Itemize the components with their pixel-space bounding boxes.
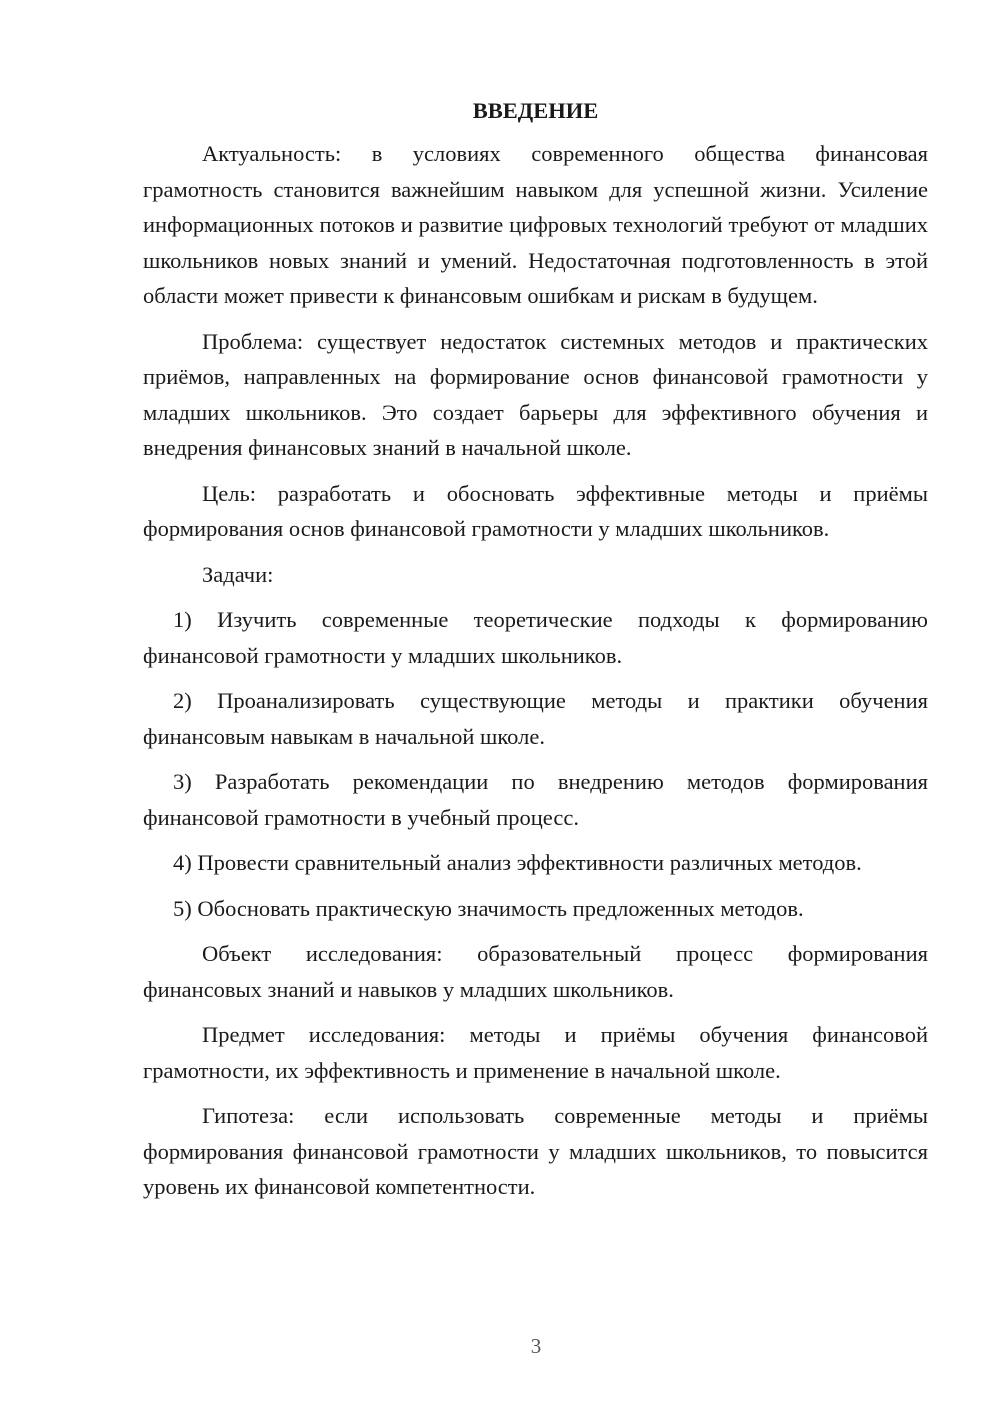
task-item: 1) Изучить современные теоретические подходы к формированию финансовой грамотности у младших школьников.: [143, 607, 928, 668]
page-title: ВВЕДЕНИЕ: [472, 98, 599, 123]
goal-paragraph: Цель: разработать и обосновать эффективные методы и приёмы формирования основ финансовой грамотности у младших школьников.: [143, 480, 928, 541]
task-item: 5) Обосновать практическую значимость предложенных методов.: [173, 895, 804, 921]
task-item: 4) Провести сравнительный анализ эффективности различных методов.: [173, 850, 862, 875]
task-item: 3) Разработать рекомендации по внедрению методов формирования финансовой грамотности в учебный процесс.: [143, 769, 928, 830]
subject-paragraph: Предмет исследования: методы и приёмы обучения финансовой грамотности, их эффективность и применение в начальной школе.: [143, 1022, 928, 1083]
object-paragraph: Объект исследования: образовательный процесс формирования финансовых знаний и навыков у младших школьников.: [143, 941, 928, 1002]
problem-paragraph: Проблема: существует недостаток системных методов и практических приёмов, направленных на формирование основ финансовой грамотности у младших школьников. Это создает барьеры для эффективного обучения и внедрения финансовых знаний в начальной школе.: [143, 328, 928, 460]
page-content: [143, 96, 928, 1215]
page-number: 3: [530, 1334, 542, 1358]
relevance-paragraph: Актуальность: в условиях современного общества финансовая грамотность становится важнейшим навыком для успешной жизни. Усиление информационных потоков и развитие цифровых технологий требуют от младших школьников новых знаний и умений. Недостаточная подготовленность в этой области может привести к финансовым ошибкам и рискам в будущем.: [143, 141, 928, 308]
hypothesis-paragraph: Гипотеза: если использовать современные методы и приёмы формирования финансовой грамотности у младших школьников, то повысится уровень их финансовой компетентности.: [143, 1103, 928, 1199]
task-item: 2) Проанализировать существующие методы и практики обучения финансовым навыкам в начальной школе.: [143, 688, 928, 749]
tasks-heading: Задачи:: [202, 561, 274, 587]
